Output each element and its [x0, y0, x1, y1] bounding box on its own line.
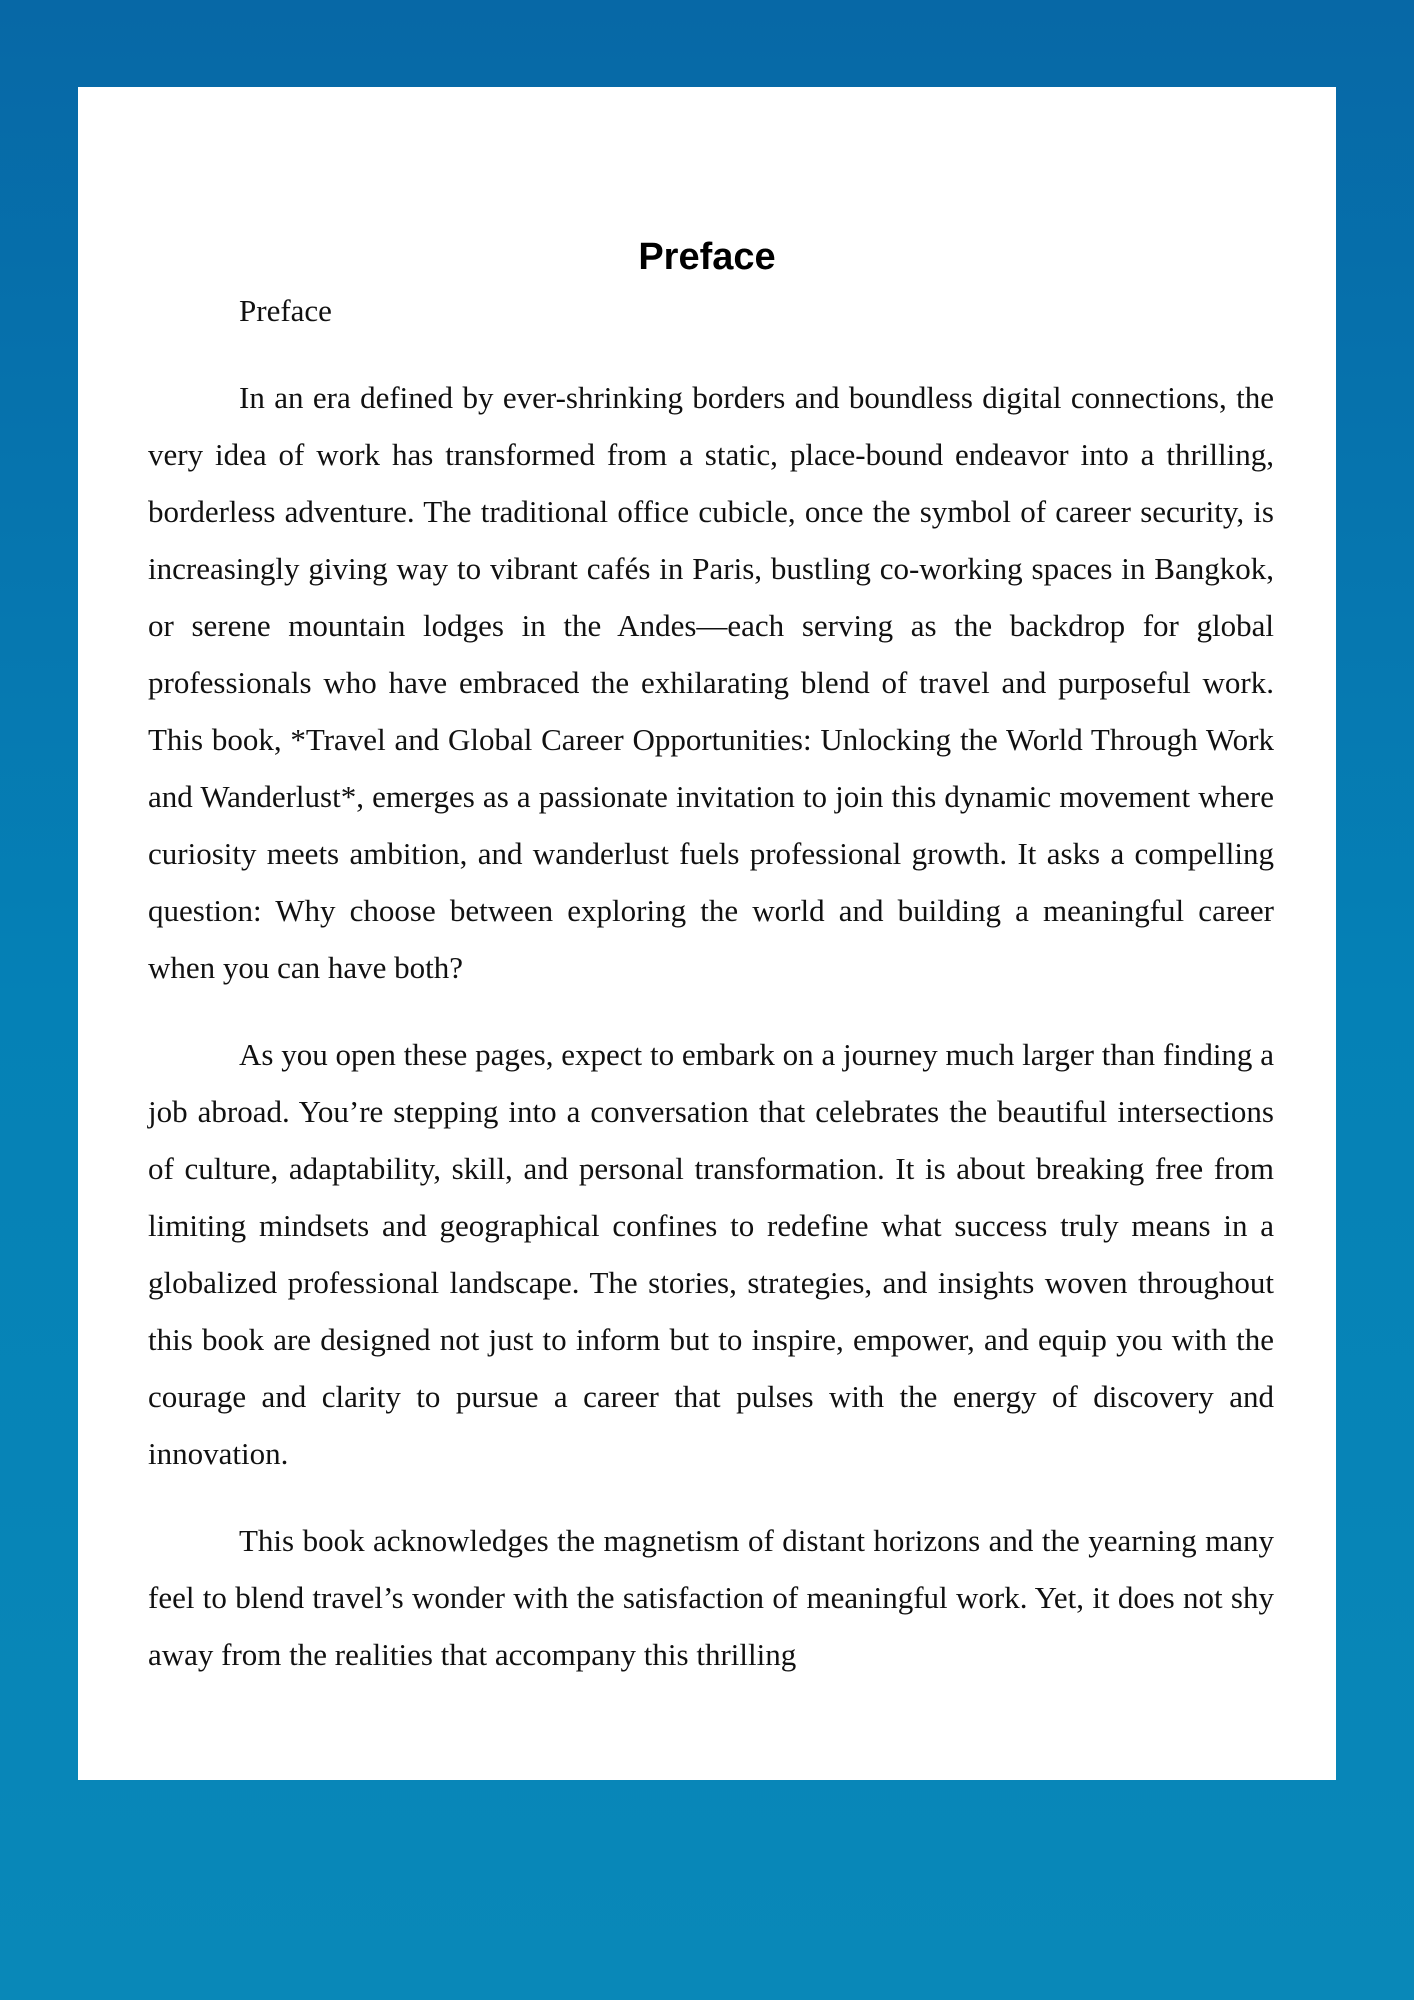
paragraph-3: This book acknowledges the magnetism of distant horizons and the yearning many feel to blend travel’s wonder with the satisfaction of meaningful work. Yet, it does not shy away from the realities that accompany this thrilling — [148, 1523, 1274, 1672]
paragraph-2: As you open these pages, expect to embark on a journey much larger than finding a job abroad. You’re stepping into a conversation that celebrates the beautiful intersections of culture, adaptability, skill, and personal transformation. It is about breaking free from limiting mindsets and geographical confines to redefine what success truly means in a globalized professional landscape. The stories, strategies, and insights woven throughout this book are designed not just to inform but to inspire, empower, and equip you with the courage and clarity to pursue a career that pulses with the energy of discovery and innovation. — [148, 1037, 1274, 1471]
page-title: Preface — [638, 236, 776, 278]
document-page — [78, 87, 1336, 1780]
section-subtitle: Preface — [239, 293, 332, 328]
document-body — [148, 282, 1274, 1713]
paragraph-1: In an era defined by ever-shrinking borders and boundless digital connections, the very idea of work has transformed from a static, place-bound endeavor into a thrilling, borderless adventure. The traditional office cubicle, once the symbol of career security, is increasingly giving way to vibrant cafés in Paris, bustling co-working spaces in Bangkok, or serene mountain lodges in the Andes—each serving as the backdrop for global professionals who have embraced the exhilarating blend of travel and purposeful work. This book, *Travel and Global Career Opportunities: Unlocking the World Through Work and Wanderlust*, emerges as a passionate invitation to join this dynamic movement where curiosity meets ambition, and wanderlust fuels professional growth. It asks a compelling question: Why choose between exploring the world and building a meaningful career when you can have both? — [148, 380, 1274, 985]
